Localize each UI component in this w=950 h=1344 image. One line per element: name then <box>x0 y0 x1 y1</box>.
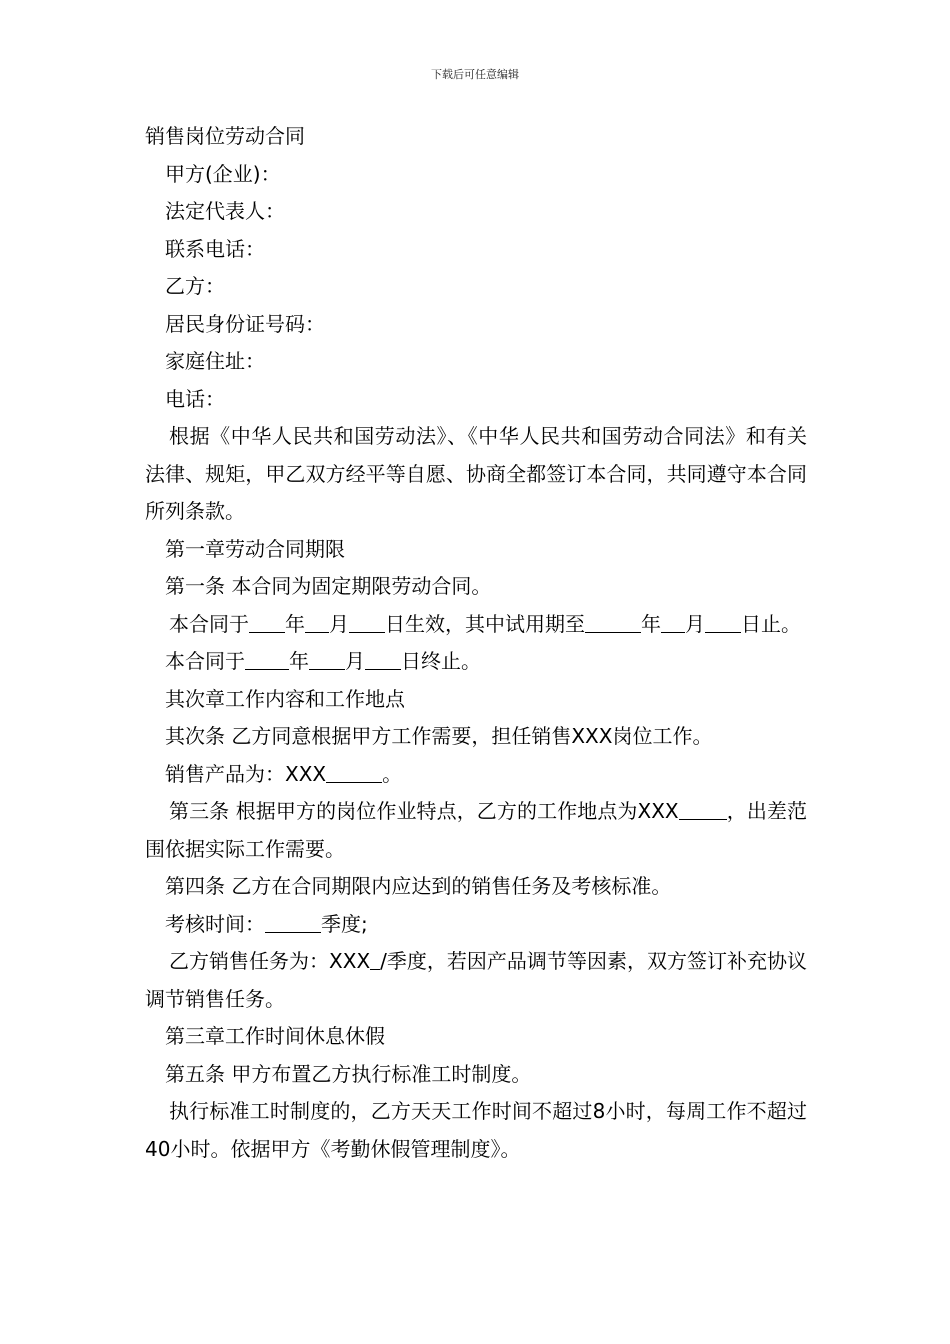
term-start-paragraph <box>145 606 807 644</box>
sales-task-text: /季度，若因产品调节等因素，双方签订补充协议调节销售任务。 <box>145 949 807 1011</box>
legal-rep-label: 法定代表人： <box>165 199 285 223</box>
article-3 <box>145 793 807 868</box>
term-end-text: 本合同于 <box>165 649 245 673</box>
phone-label: 电话： <box>165 386 225 411</box>
blank-line <box>245 649 289 670</box>
chapter-3-heading: 第三章工作时间休息休假 <box>165 1024 385 1048</box>
contract-title: 销售岗位劳动合同 <box>145 124 305 148</box>
assessment-text: 季度; <box>321 911 368 936</box>
term-start-text: 日止。 <box>741 611 801 636</box>
party-a-label: 甲方(企业)： <box>165 161 281 186</box>
blank-line <box>365 649 401 670</box>
party-b-label: 乙方： <box>165 274 225 298</box>
term-start-text: 月 <box>329 611 349 636</box>
contract-body <box>145 118 807 1168</box>
working-hours-paragraph: 执行标准工时制度的，乙方天天工作时间不超过8小时，每周工作不超过40小时。依据甲方《考勤休假管理制度》。 <box>145 1099 807 1161</box>
contact-phone-label: 联系电话： <box>165 236 265 261</box>
products-text: 。 <box>382 761 403 786</box>
term-end-line <box>145 643 807 681</box>
blank-line <box>370 949 380 970</box>
term-end-text: 日终止。 <box>401 649 481 673</box>
blank-line <box>249 612 285 633</box>
page-header-note: 下载后可任意编辑 <box>431 68 519 81</box>
term-start-text: 年 <box>641 611 661 636</box>
assessment-text: 考核时间： <box>165 911 265 936</box>
term-end-text: 年 <box>289 649 309 673</box>
assessment-line <box>145 906 807 944</box>
article-2: 其次条 乙方同意根据甲方工作需要，担任销售XXX岗位工作。 <box>165 724 713 748</box>
article-3-text: ，出差范围依据实际工作需要。 <box>145 799 808 861</box>
term-start-text: 年 <box>285 611 305 636</box>
home-address-label: 家庭住址： <box>165 349 265 373</box>
term-end-text: 月 <box>345 649 365 673</box>
blank-line <box>679 799 727 820</box>
chapter-2-heading: 其次章工作内容和工作地点 <box>165 686 405 711</box>
products-text: 销售产品为：XXX <box>165 761 327 786</box>
blank-line <box>585 612 641 633</box>
blank-line <box>661 612 685 633</box>
blank-line <box>309 649 345 670</box>
blank-line <box>305 612 329 633</box>
blank-line <box>705 612 741 633</box>
blank-line <box>326 762 382 783</box>
term-start-text: 本合同于 <box>169 611 249 636</box>
term-start-text: 月 <box>685 611 705 636</box>
blank-line <box>265 912 321 933</box>
chapter-1-heading: 第一章劳动合同期限 <box>165 536 345 561</box>
id-number-label: 居民身份证号码： <box>165 311 325 336</box>
products-line <box>145 756 807 794</box>
term-start-text: 日生效，其中试用期至 <box>385 611 585 636</box>
article-3-text: 第三条 根据甲方的岗位作业特点，乙方的工作地点为XXX <box>169 799 679 823</box>
article-5: 第五条 甲方布置乙方执行标准工时制度。 <box>165 1061 532 1086</box>
blank-line <box>349 612 385 633</box>
sales-task-paragraph <box>145 943 807 1018</box>
article-4: 第四条 乙方在合同期限内应达到的销售任务及考核标准。 <box>165 874 672 898</box>
article-1: 第一条 本合同为固定期限劳动合同。 <box>165 574 492 598</box>
sales-task-text: 乙方销售任务为：XXX <box>169 949 371 973</box>
preamble-paragraph: 根据《中华人民共和国劳动法》、《中华人民共和国劳动合同法》和有关法律、规矩，甲乙双方经平等自愿、协商全都签订本合同，共同遵守本合同所列条款。 <box>145 424 807 523</box>
